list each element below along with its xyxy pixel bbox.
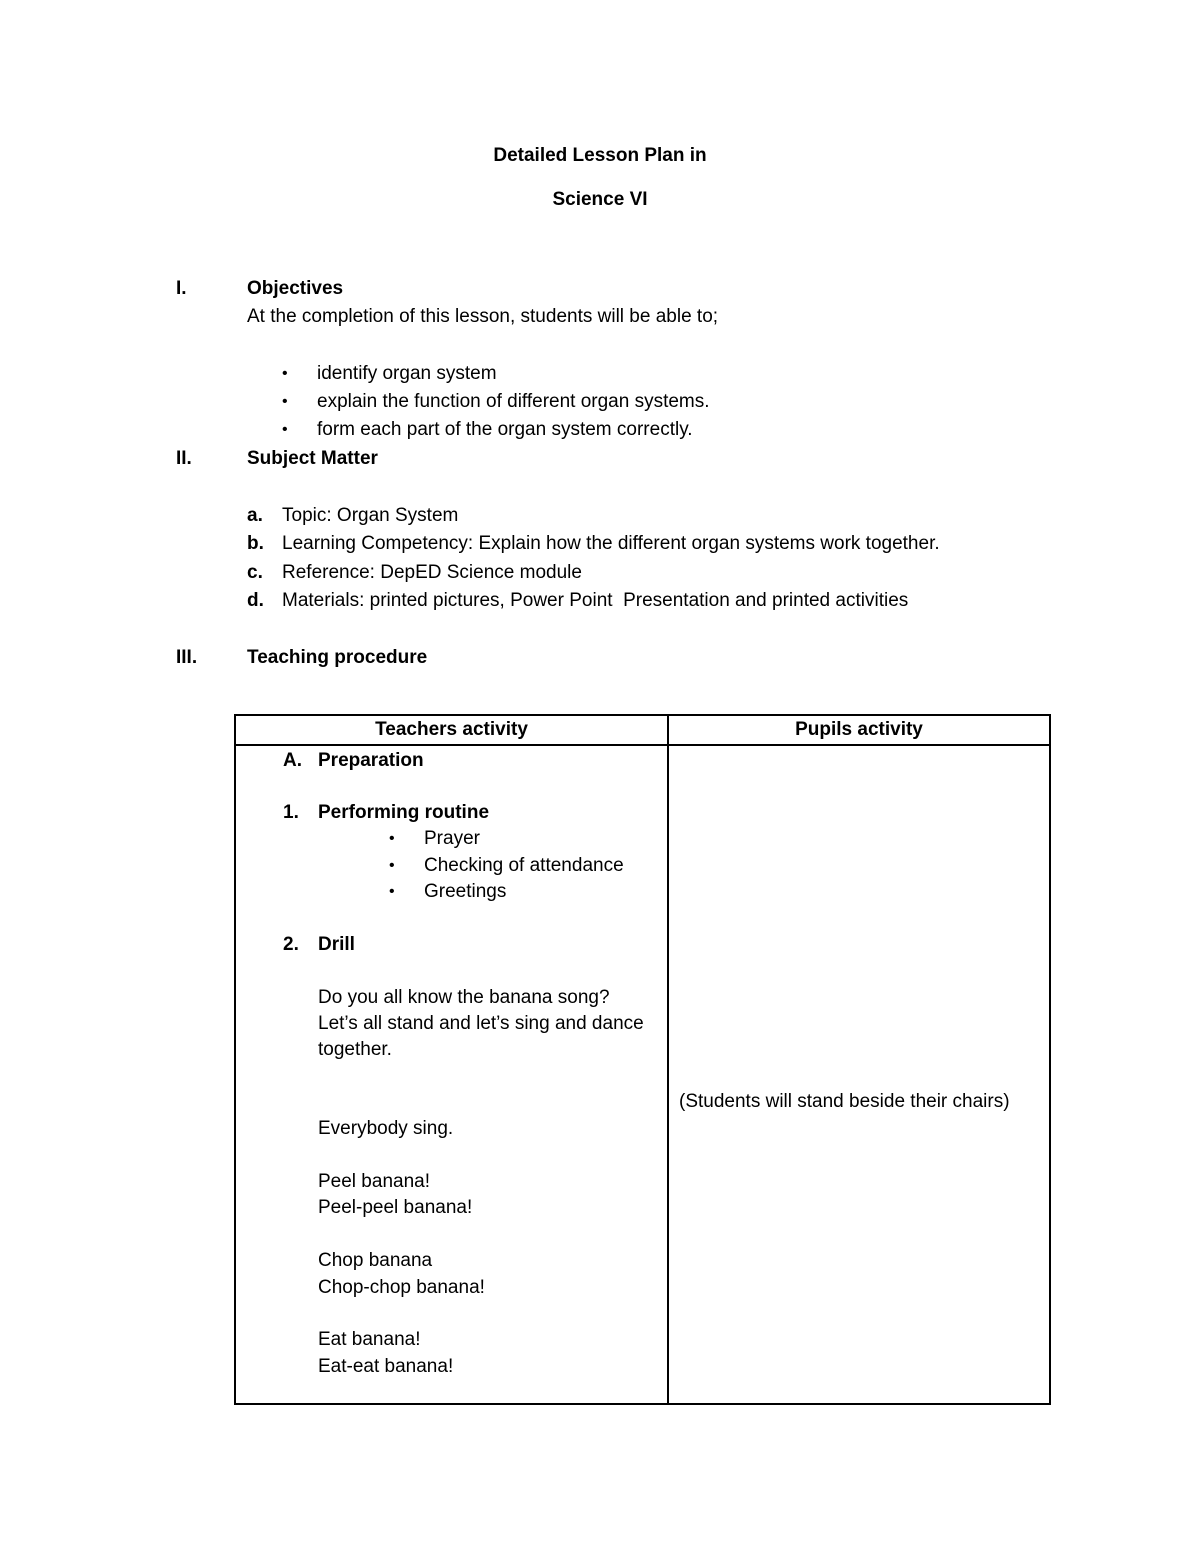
bullet-icon: • — [282, 421, 288, 438]
subject-item-text: Reference: DepED Science module — [282, 562, 582, 583]
subject-item-marker: d. — [247, 590, 264, 611]
objective-item: identify organ system — [317, 363, 497, 384]
table-header-teachers: Teachers activity — [235, 715, 668, 745]
document-subtitle: Science VI — [552, 189, 648, 210]
bullet-icon: • — [389, 883, 395, 900]
drill-line: Do you all know the banana song? — [318, 987, 610, 1008]
objectives-intro: At the completion of this lesson, students will be able to; — [247, 306, 719, 327]
song-line: Chop banana — [318, 1250, 433, 1271]
bullet-icon: • — [389, 830, 395, 847]
section-heading-subject-matter: Subject Matter — [247, 448, 378, 469]
document-title: Detailed Lesson Plan in — [493, 145, 707, 166]
song-line: Eat banana! — [318, 1329, 421, 1350]
section-heading-teaching-procedure: Teaching procedure — [247, 647, 428, 668]
bullet-icon: • — [282, 365, 288, 382]
routine-item: Greetings — [424, 881, 507, 902]
sing-line: Everybody sing. — [318, 1118, 454, 1139]
drill-line: together. — [318, 1039, 392, 1060]
pupil-response: (Students will stand beside their chairs) — [679, 1091, 1010, 1112]
song-line: Chop-chop banana! — [318, 1277, 485, 1298]
subject-item-text: Topic: Organ System — [282, 505, 459, 526]
objective-item: form each part of the organ system correctly. — [317, 419, 693, 440]
objective-item: explain the function of different organ systems. — [317, 391, 710, 412]
bullet-icon: • — [282, 393, 288, 410]
subject-item-marker: c. — [247, 562, 263, 583]
routine-item: Checking of attendance — [424, 855, 624, 876]
part-heading: Preparation — [318, 750, 424, 771]
table-header-row — [235, 715, 1050, 745]
song-line: Peel-peel banana! — [318, 1197, 473, 1218]
routine-item: Prayer — [424, 828, 480, 849]
section-numeral-subject-matter: II. — [176, 448, 192, 469]
subject-item-text: Learning Competency: Explain how the different organ systems work together. — [282, 533, 940, 554]
step-marker: 2. — [283, 934, 299, 955]
step-heading: Performing routine — [318, 802, 490, 823]
teacher-activity-cell — [235, 745, 668, 1404]
song-line: Eat-eat banana! — [318, 1356, 454, 1377]
part-marker: A. — [283, 750, 302, 771]
table-row — [235, 745, 1050, 1404]
section-heading-objectives: Objectives — [247, 278, 344, 299]
table-header-pupils: Pupils activity — [668, 715, 1050, 745]
song-line: Peel banana! — [318, 1171, 430, 1192]
section-numeral-teaching-procedure: III. — [176, 647, 198, 668]
drill-line: Let’s all stand and let’s sing and dance — [318, 1013, 644, 1034]
bullet-icon: • — [389, 857, 395, 874]
section-numeral-objectives: I. — [176, 278, 187, 299]
step-heading: Drill — [318, 934, 355, 955]
subject-item-marker: b. — [247, 533, 264, 554]
subject-item-marker: a. — [247, 505, 263, 526]
step-marker: 1. — [283, 802, 299, 823]
procedure-table — [234, 714, 1051, 1405]
subject-item-text: Materials: printed pictures, Power Point Presentation and printed activities — [282, 590, 909, 611]
pupil-activity-cell — [668, 745, 1050, 1404]
